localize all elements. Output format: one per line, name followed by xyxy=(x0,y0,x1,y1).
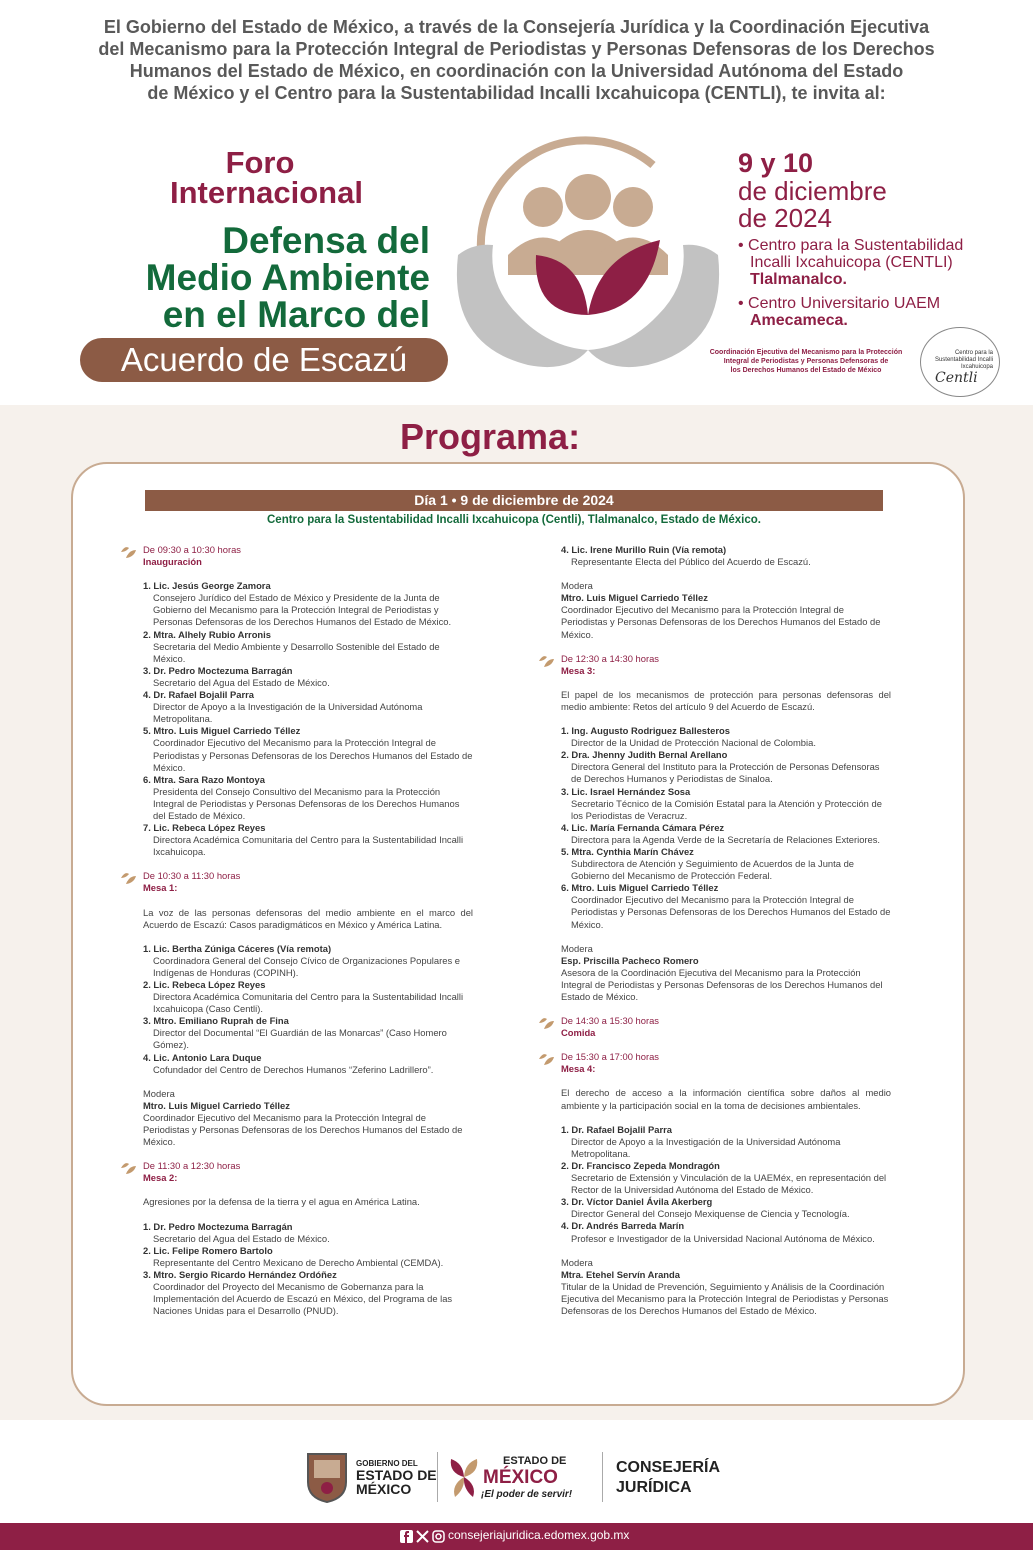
speaker-item: 3. Dr. Pedro Moctezuma Barragán Secretario del Agua del Estado de México. xyxy=(143,664,330,688)
centli-logo: Centro para la Sustentabilidad Incalli Ixcahuicopa Centli xyxy=(920,327,1000,397)
session-topic: El papel de los mecanismos de protección para personas defensoras del medio ambiente: Retos del artículo 9 del Acuerdo de Escazú. xyxy=(561,688,891,712)
day-banner: Día 1 • 9 de diciembre de 2024 xyxy=(145,490,883,511)
speaker-list xyxy=(561,1124,891,1245)
speaker-item: 4. Dr. Andrés Barreda Marín Profesor e Investigador de la Universidad Nacional Autónoma de México. xyxy=(561,1220,875,1244)
event-title: Defensa del Medio Ambiente en el Marco del xyxy=(145,220,430,335)
speaker-item: 2. Mtra. Alhely Rubio Arronis Secretaria del Medio Ambiente y Desarrollo Sostenible del Estado de México. xyxy=(143,628,440,664)
session-mesa-4: De 15:30 a 17:00 horas Mesa 4: El derecho de acceso a la información científica sobre daños al medio ambiente y la participación social en la toma de decisiones ambientales. 1. Dr. Rafael Bojalil Parra Director de Apoyo a la Investigación de la Universidad Autónoma Metropolitana. 2. Dr. Francisco Zepeda Mondragón Secretario de Extensión y Vinculación de la UAEMéx, en representación del Rector de la Universidad Autónoma del Estado de México. 3. Dr. Víctor Daniel Ávila Akerberg Director General del Consejo Mexiquense de Ciencia y Tecnología. 4. Dr. Andrés Barreda Marín Profesor e Investigador de la Universidad Nacional Autónoma de México. Modera Mtra. Etehel Servín Aranda Titular de la Unidad de Prevención, Seguimiento y Análisis de la Coordinación Ejecutiva del Mecanismo para la Protección Integral de Periodistas y Personas Defensoras de los Derechos Humanos del Estado de México. xyxy=(561,1051,891,1317)
speaker-item: 3. Mtro. Sergio Ricardo Hernández Ordóñez Coordinador del Proyecto del Mecanismo de Gobernanza para la Implementación del Acuerdo de Escazú en México, del Programa de las Naciones Unidas para el Desarrollo (PNUD). xyxy=(143,1268,453,1317)
speaker-list xyxy=(143,580,473,858)
leaf-bullet-icon xyxy=(538,654,555,669)
speaker-item: 1. Dr. Pedro Moctezuma Barragán Secretario del Agua del Estado de México. xyxy=(143,1220,330,1244)
session-mesa-2-continued xyxy=(561,544,891,641)
speaker-item: 6. Mtro. Luis Miguel Carriedo Téllez Coordinador Ejecutivo del Mecanismo para la Protección Integral de Periodistas y Personas Defensoras de los Derechos Humanos del Estado de México. xyxy=(561,882,891,930)
speaker-item: 4. Lic. Irene Murillo Ruin (Vía remota) Representante Electa del Público del Acuerdo de Escazú. xyxy=(561,544,811,568)
session-mesa-2: De 11:30 a 12:30 horas Mesa 2: Agresiones por la defensa de la tierra y el agua en América Latina. 1. Dr. Pedro Moctezuma Barragán Secretario del Agua del Estado de México. 2. Lic. Felipe Romero Bartolo Representante del Centro Mexicano de Derecho Ambiental (CEMDA). 3. Mtro. Sergio Ricardo Hernández Ordóñez Coordinador del Proyecto del Mecanismo de Gobernanza para la Implementación del Acuerdo de Escazú en México, del Programa de las Naciones Unidas para el Desarrollo (PNUD). xyxy=(143,1160,473,1317)
flower-logo-icon xyxy=(445,1455,483,1499)
speaker-item: 3. Lic. Israel Hernández Sosa Secretario Técnico de la Comisión Estatal para la Atención y Protección de los Periodistas de Veracruz. xyxy=(561,785,882,821)
people-hands-emblem-icon xyxy=(448,115,728,405)
moderator: Modera Mtra. Etehel Servín Aranda Titular de la Unidad de Prevención, Seguimiento y Análisis de la Coordinación Ejecutiva del Mecanismo para la Protección Integral de Periodistas y Personas Defensoras de los Derechos Humanos del Estado de México. xyxy=(561,1256,889,1316)
moderator: Modera Mtro. Luis Miguel Carriedo Téllez Coordinador Ejecutivo del Mecanismo para la Protección Integral de Periodistas y Personas Defensoras de los Derechos Humanos del Estado de México. xyxy=(561,580,881,640)
leaf-bullet-icon xyxy=(120,871,137,886)
state-coat-of-arms-icon xyxy=(304,1448,350,1504)
session-topic: La voz de las personas defensoras del medio ambiente en el marco del Acuerdo de Escazú: Casos paradigmáticos en México y América Latina. xyxy=(143,906,473,930)
venue-centli: • Centro para la Sustentabilidad Incalli Ixcahuicopa (CENTLI) Tlalmanalco. xyxy=(738,237,964,288)
session-topic: Agresiones por la defensa de la tierra y el agua en América Latina. xyxy=(143,1196,420,1208)
website-link[interactable]: consejeriajuridica.edomex.gob.mx xyxy=(448,1528,630,1542)
speaker-item: 2. Lic. Felipe Romero Bartolo Representante del Centro Mexicano de Derecho Ambiental (CEMDA). xyxy=(143,1244,444,1268)
day-location: Centro para la Sustentabilidad Incalli Ixcahuicopa (Centli), Tlalmanalco, Estado de México. xyxy=(267,514,761,526)
gobierno-logo: GOBIERNO DEL ESTADO DE MÉXICO xyxy=(356,1459,437,1497)
moderator: Modera Esp. Priscilla Pacheco Romero Asesora de la Coordinación Ejecutiva del Mecanismo para la Protección Integral de Periodistas y Personas Defensoras de los Derechos Humanos del Estado de México. xyxy=(561,942,883,1002)
divider xyxy=(437,1452,438,1502)
header-panel xyxy=(0,0,1033,405)
leaf-bullet-icon xyxy=(538,1016,555,1031)
event-dates: 9 y 10 xyxy=(738,148,814,178)
program-column-left xyxy=(143,544,473,1329)
escazu-banner: Acuerdo de Escazú xyxy=(80,338,448,382)
speaker-item: 4. Lic. María Fernanda Cámara Pérez Directora para la Agenda Verde de la Secretaría de Relaciones Exteriores. xyxy=(561,821,881,845)
x-twitter-icon[interactable] xyxy=(414,1530,431,1543)
moderator: Modera Mtro. Luis Miguel Carriedo Téllez Coordinador Ejecutivo del Mecanismo para la Protección Integral de Periodistas y Personas Defensoras de los Derechos Humanos del Estado de México. xyxy=(143,1087,463,1148)
speaker-item: 1. Dr. Rafael Bojalil Parra Director de Apoyo a la Investigación de la Universidad Autónoma Metropolitana. xyxy=(561,1123,841,1159)
speaker-list xyxy=(561,725,891,931)
consejeria-logo: CONSEJERÍA JURÍDICA xyxy=(616,1459,721,1496)
program-column-right xyxy=(561,544,891,1329)
leaf-bullet-icon xyxy=(538,1052,555,1067)
speaker-item: 4. Lic. Antonio Lara Duque Cofundador del Centro de Derechos Humanos “Zeferino Ladrillero”. xyxy=(143,1051,434,1075)
divider xyxy=(602,1452,603,1502)
speaker-item: 7. Lic. Rebeca López Reyes Directora Académica Comunitaria del Centro para la Sustentabilidad Incalli Ixcahuicopa. xyxy=(143,822,464,858)
speaker-item: 1. Lic. Bertha Zúniga Cáceres (Vía remota) Coordinadora General del Consejo Cívico de Organizaciones Populares e Indígenas de Honduras (COPINH). xyxy=(143,942,460,978)
session-mesa-1: De 10:30 a 11:30 horas Mesa 1: La voz de las personas defensoras del medio ambiente en el marco del Acuerdo de Escazú: Casos paradigmáticos en México y América Latina. 1. Lic. Bertha Zúniga Cáceres (Vía remota) Coordinadora General del Consejo Cívico de Organizaciones Populares e Indígenas de Honduras (COPINH). 2. Lic. Rebeca López Reyes Directora Académica Comunitaria del Centro para la Sustentabilidad Incalli Ixcahuicopa (Caso Centli). 3. Mtro. Emiliano Ruprah de Fina Director del Documental “El Guardián de las Monarcas” (Caso Homero Gómez). 4. Lic. Antonio Lara Duque Cofundador del Centro de Derechos Humanos “Zeferino Ladrillero”. Modera Mtro. Luis Miguel Carriedo Téllez Coordinador Ejecutivo del Mecanismo para la Protección Integral de Periodistas y Personas Defensoras de los Derechos Humanos del Estado de México. xyxy=(143,870,473,1148)
estado-de-mexico-logo: ESTADO DE MÉXICO ¡El poder de servir! xyxy=(445,1451,595,1507)
event-month: de diciembre de 2024 xyxy=(738,176,887,233)
speaker-item: 1. Lic. Jesús George Zamora Consejero Jurídico del Estado de México y Presidente de la Junta de Gobierno del Mecanismo para la Protección Integral de Periodistas y Personas Defensoras de los Derechos Humanos del Estado de México. xyxy=(143,580,452,628)
coordinacion-logo: Coordinación Ejecutiva del Mecanismo para la Protección Integral de Periodistas y Personas Defensoras de los Derechos Humanos del Estado de México xyxy=(709,349,903,374)
venue-uaem: • Centro Universitario UAEM Amecameca. xyxy=(738,295,941,329)
speaker-item: 6. Mtra. Sara Razo Montoya Presidenta del Consejo Consultivo del Mecanismo para la Protección Integral de Periodistas y Personas Defensoras de los Derechos Humanos del Estado de México. xyxy=(143,773,460,821)
leaf-bullet-icon xyxy=(120,1161,137,1176)
speaker-item: 5. Mtro. Luis Miguel Carriedo Téllez Coordinador Ejecutivo del Mecanismo para la Protección Integral de Periodistas y Personas Defensoras de los Derechos Humanos del Estado de México. xyxy=(143,725,473,773)
speaker-item: 2. Dra. Jhenny Judith Bernal Arellano Directora General del Instituto para la Protección de Personas Defensoras de Derechos Humanos y Periodistas de Sinaloa. xyxy=(561,749,880,785)
speaker-list xyxy=(143,943,473,1076)
speaker-item: 4. Dr. Rafael Bojalil Parra Director de Apoyo a la Investigación de la Universidad Autónoma Metropolitana. xyxy=(143,689,423,725)
speaker-item: 2. Lic. Rebeca López Reyes Directora Académica Comunitaria del Centro para la Sustentabilidad Incalli Ixcahuicopa (Caso Centli). xyxy=(143,979,464,1015)
instagram-icon[interactable] xyxy=(430,1530,447,1543)
speaker-list xyxy=(143,1221,473,1318)
speaker-item: 2. Dr. Francisco Zepeda Mondragón Secretario de Extensión y Vinculación de la UAEMéx, en representación del Rector de la Universidad Autónoma del Estado de México. xyxy=(561,1159,887,1196)
facebook-icon[interactable] xyxy=(398,1530,415,1543)
speaker-item: 3. Dr. Víctor Daniel Ávila Akerberg Director General del Consejo Mexiquense de Ciencia y Tecnología. xyxy=(561,1196,850,1220)
programa-heading: Programa: xyxy=(400,416,581,457)
session-comida: De 14:30 a 15:30 horas Comida xyxy=(561,1015,891,1039)
invitation-text: El Gobierno del Estado de México, a través de la Consejería Jurídica y la Coordinación Ejecutiva del Mecanismo para la Protección Integral de Periodistas y Personas Defensoras de los Derechos Humanos del Estado de México, en coordinación con la Universidad Autónoma del Estado de México y el Centro para la Sustentabilidad Incalli Ixcahuicopa (CENTLI), te invita al: xyxy=(98,17,935,103)
session-topic: El derecho de acceso a la información científica sobre daños al medio ambiente y la participación social en la toma de decisiones ambientales. xyxy=(561,1087,891,1111)
session-mesa-3: De 12:30 a 14:30 horas Mesa 3: El papel de los mecanismos de protección para personas defensoras del medio ambiente: Retos del artículo 9 del Acuerdo de Escazú. 1. Ing. Augusto Rodriguez Ballesteros Director de la Unidad de Protección Nacional de Colombia. 2. Dra. Jhenny Judith Bernal Arellano Directora General del Instituto para la Protección de Personas Defensoras de Derechos Humanos y Periodistas de Sinaloa. 3. Lic. Israel Hernández Sosa Secretario Técnico de la Comisión Estatal para la Atención y Protección de los Periodistas de Veracruz. 4. Lic. María Fernanda Cámara Pérez Directora para la Agenda Verde de la Secretaría de Relaciones Exteriores. 5. Mtra. Cynthia Marín Chávez Subdirectora de Atención y Seguimiento de Acuerdos de la Junta de Gobierno del Mecanismo de Protección Federal. 6. Mtro. Luis Miguel Carriedo Téllez Coordinador Ejecutivo del Mecanismo para la Protección Integral de Periodistas y Personas Defensoras de los Derechos Humanos del Estado de México. Modera Esp. Priscilla Pacheco Romero Asesora de la Coordinación Ejecutiva del Mecanismo para la Protección Integral de Periodistas y Personas Defensoras de los Derechos Humanos del Estado de México. xyxy=(561,653,891,1003)
speaker-item: 5. Mtra. Cynthia Marín Chávez Subdirectora de Atención y Seguimiento de Acuerdos de la Junta de Gobierno del Mecanismo de Protección Federal. xyxy=(561,845,855,882)
leaf-bullet-icon xyxy=(120,545,137,560)
speaker-item: 3. Mtro. Emiliano Ruprah de Fina Director del Documental “El Guardián de las Monarcas” (Caso Homero Gómez). xyxy=(143,1015,447,1051)
speaker-item: 1. Ing. Augusto Rodriguez Ballesteros Director de la Unidad de Protección Nacional de Colombia. xyxy=(561,725,816,749)
session-inauguracion: De 09:30 a 10:30 horas Inauguración 1. Lic. Jesús George Zamora Consejero Jurídico del Estado de México y Presidente de la Junta de Gobierno del Mecanismo para la Protección Integral de Periodistas y Personas Defensoras de los Derechos Humanos del Estado de México. 2. Mtra. Alhely Rubio Arronis Secretaria del Medio Ambiente y Desarrollo Sostenible del Estado de México. 3. Dr. Pedro Moctezuma Barragán Secretario del Agua del Estado de México. 4. Dr. Rafael Bojalil Parra Director de Apoyo a la Investigación de la Universidad Autónoma Metropolitana. 5. Mtro. Luis Miguel Carriedo Téllez Coordinador Ejecutivo del Mecanismo para la Protección Integral de Periodistas y Personas Defensoras de los Derechos Humanos del Estado de México. 6. Mtra. Sara Razo Montoya Presidenta del Consejo Consultivo del Mecanismo para la Protección Integral de Periodistas y Personas Defensoras de los Derechos Humanos del Estado de México. 7. Lic. Rebeca López Reyes Directora Académica Comunitaria del Centro para la Sustentabilidad Incalli Ixcahuicopa. xyxy=(143,544,473,858)
foro-title: Foro Internacional xyxy=(170,145,363,210)
